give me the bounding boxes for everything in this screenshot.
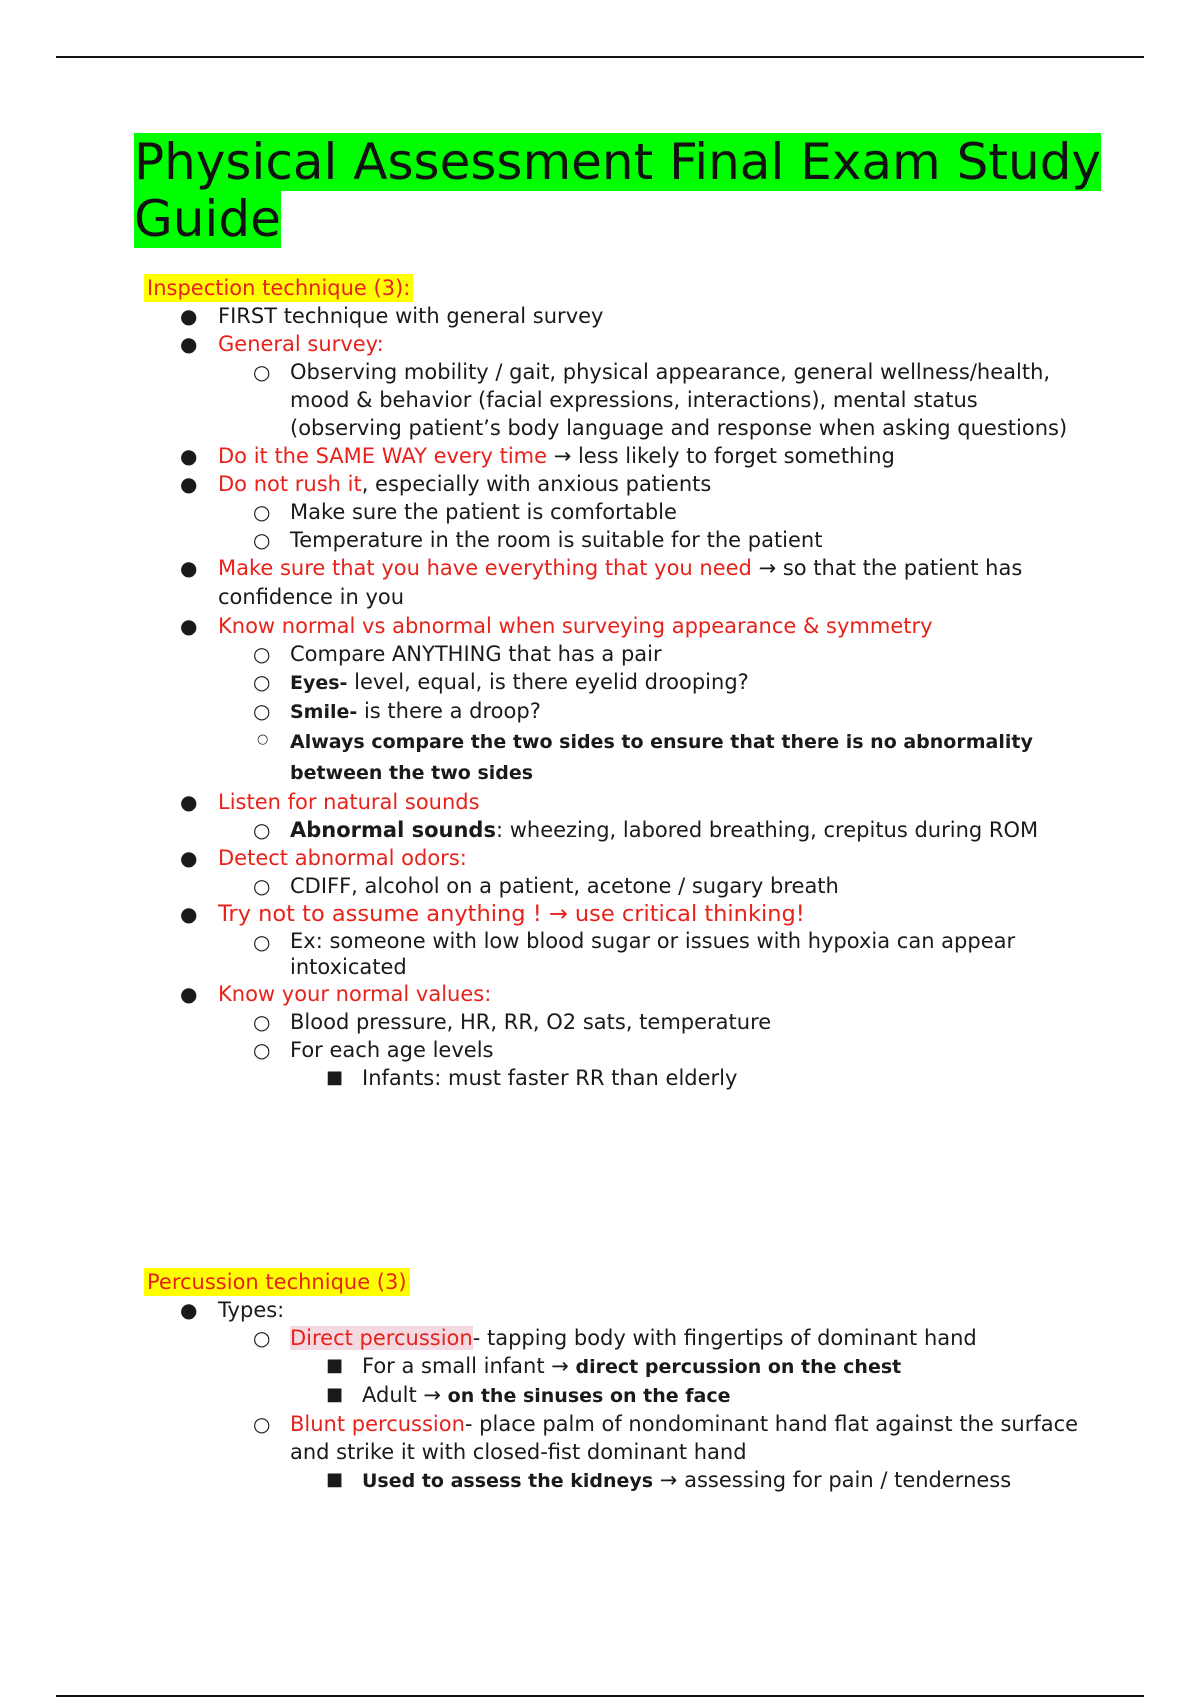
list-item: ● Listen for natural sounds: [180, 790, 480, 814]
circle-icon: ○: [253, 500, 271, 524]
list-item: ● Know your normal values:: [180, 982, 492, 1006]
list-item: ● FIRST technique with general survey: [180, 304, 604, 328]
list-item: ○ Always compare the two sides to ensure that there is no abnormality between the two sides: [134, 726, 1094, 788]
list-item: ● Types:: [180, 1298, 285, 1322]
percussion-heading: Percussion technique (3): [144, 1268, 410, 1296]
list-item: ● Do it the SAME WAY every time → less likely to forget something: [180, 444, 895, 468]
list-item: ○ Temperature in the room is suitable for the patient: [253, 528, 823, 552]
circle-icon: ○: [253, 642, 271, 666]
circle-icon: ○: [253, 874, 271, 898]
list-item: ■ Adult → on the sinuses on the face: [326, 1383, 731, 1407]
list-item: ○ CDIFF, alcohol on a patient, acetone / sugary breath: [253, 874, 839, 898]
list-item: ○ For each age levels: [253, 1038, 494, 1062]
bullet-icon: ●: [180, 982, 198, 1006]
bullet-icon: ●: [180, 444, 198, 468]
bullet-icon: ●: [180, 790, 198, 814]
square-icon: ■: [326, 1469, 344, 1490]
list-item: ○ Direct percussion- tapping body with fingertips of dominant hand: [253, 1326, 977, 1350]
inspection-heading: Inspection technique (3):: [144, 274, 413, 302]
list-item: ■ Used to assess the kidneys → assessing for pain / tenderness: [326, 1468, 1012, 1492]
list-item: ○ Eyes- level, equal, is there eyelid drooping?: [253, 670, 749, 694]
list-item: ● Make sure that you have everything that you need → so that the patient has confidence in you: [180, 556, 1023, 609]
circle-icon: ○: [253, 699, 271, 723]
bottom-rule: [56, 1695, 1144, 1697]
circle-icon: ○: [253, 1038, 271, 1062]
square-icon: ■: [326, 1355, 344, 1376]
list-item: ○ Abnormal sounds: wheezing, labored breathing, crepitus during ROM: [253, 818, 1039, 842]
list-item: ○ Compare ANYTHING that has a pair: [253, 642, 662, 666]
bullet-icon: ●: [180, 472, 198, 496]
list-item: ● Try not to assume anything ! → use critical thinking!: [180, 901, 805, 927]
circle-icon: ○: [253, 1010, 271, 1034]
square-icon: ■: [326, 1384, 344, 1405]
list-item: ■ Infants: must faster RR than elderly: [326, 1066, 738, 1090]
circle-icon: ○: [253, 1412, 271, 1436]
circle-icon: ○: [253, 1326, 271, 1350]
bullet-icon: ●: [180, 846, 198, 870]
list-item: ○ Blood pressure, HR, RR, O2 sats, temperature: [253, 1010, 772, 1034]
list-item: ● Do not rush it, especially with anxious patients: [180, 472, 712, 496]
bullet-icon: ●: [180, 1298, 198, 1322]
list-item: ■ For a small infant → direct percussion on the chest: [326, 1354, 902, 1378]
inspection-section: [134, 274, 1094, 1092]
circle-icon: ○: [253, 528, 271, 552]
circle-icon: ○: [253, 670, 271, 694]
list-item: ○ Ex: someone with low blood sugar or issues with hypoxia can appear intoxicated: [253, 929, 1016, 979]
bullet-icon: ●: [180, 902, 198, 926]
bullet-icon: ●: [180, 556, 198, 580]
top-rule: [56, 56, 1144, 58]
list-item: ● General survey:: [180, 332, 384, 356]
percussion-section: [134, 1268, 1094, 1495]
bullet-icon: ●: [180, 304, 198, 328]
bullet-icon: ●: [180, 614, 198, 638]
small-circle-icon: ○: [257, 732, 269, 747]
bullet-icon: ●: [180, 332, 198, 356]
square-icon: ■: [326, 1067, 344, 1088]
page-title: Physical Assessment Final Exam Study Guide: [134, 133, 1102, 248]
list-item: ○ Smile- is there a droop?: [253, 699, 541, 723]
list-item: ● Know normal vs abnormal when surveying appearance & symmetry: [180, 614, 933, 638]
circle-icon: ○: [253, 818, 271, 842]
circle-icon: ○: [253, 360, 271, 384]
list-item: ○ Observing mobility / gait, physical appearance, general wellness/health, mood & behavior (facial expressions, interactions), mental status (observing patient’s body language and response when asking questions): [253, 360, 1068, 440]
list-item: ● Detect abnormal odors:: [180, 846, 467, 870]
circle-icon: ○: [253, 930, 271, 954]
list-item: ○ Blunt percussion- place palm of nondominant hand flat against the surface and strike it with closed-fist dominant hand: [253, 1412, 1079, 1464]
list-item: ○ Make sure the patient is comfortable: [253, 500, 677, 524]
